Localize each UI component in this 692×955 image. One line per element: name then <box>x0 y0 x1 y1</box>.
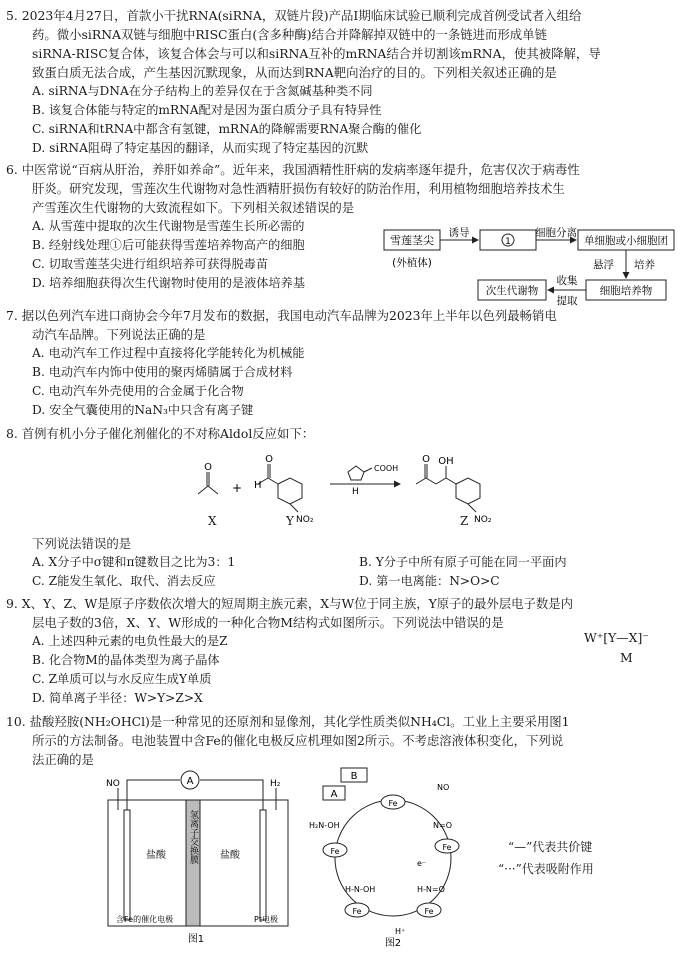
label-y: Y <box>286 514 294 528</box>
q9-stem-line1: 9. X、Y、Z、W是原子序数依次增大的短周期主族元素，X与W位于同主族，Y原子的最外层电子数是内 <box>6 596 574 611</box>
z-nitro: NO₂ <box>474 515 492 525</box>
q9-stem <box>6 594 686 632</box>
h2noh-label: H₂N-OH <box>309 821 340 830</box>
fe-catalyst-electrode <box>124 810 130 920</box>
question-9 <box>6 594 686 708</box>
q7-option-a: A. 电动汽车工作过程中直接将化学能转化为机械能 <box>32 346 305 360</box>
h-plus-label: H⁺ <box>395 927 406 936</box>
q8-options-row1 <box>6 553 686 572</box>
flow-culture-product: 细胞培养物 <box>599 285 653 297</box>
fe-left-label: Fe <box>330 847 340 856</box>
no-inlet-label: NO <box>106 779 120 789</box>
label-x: X <box>208 514 217 528</box>
cycle-ring <box>335 800 451 916</box>
x-oxygen: O <box>204 462 212 473</box>
q7-stem <box>6 306 686 344</box>
question-5 <box>6 6 686 158</box>
q6-stem <box>6 160 686 217</box>
ammeter-label: A <box>186 776 194 787</box>
plus-sign: + <box>232 481 243 495</box>
molecule-y <box>258 464 302 512</box>
fig2-legend-covalent: “—”代表共价键 <box>508 840 593 854</box>
fe-bottom-left-label: Fe <box>352 907 362 916</box>
right-hcl-label: 盐酸 <box>220 850 240 861</box>
electron-label-1: e⁻ <box>417 859 427 868</box>
fe-top-label: Fe <box>388 799 398 808</box>
q5-stem-line3: siRNA-RISC复合体，该复合体会与可以和siRNA互补的mRNA结合并切割该mRNA，使其被降解，导 <box>32 46 601 61</box>
z-hydroxyl: OH <box>438 456 454 467</box>
pt-electrode <box>260 810 266 920</box>
q5-option-a: A. siRNA与DNA在分子结构上的差异仅在于含氮碱基种类不同 <box>32 84 373 98</box>
y-nitro: NO₂ <box>296 515 314 525</box>
q6-stem-line2: 肝炎。研究发现，雪莲次生代谢物对急性酒精肝损伤有较好的防治作用，利用植物细胞培养技术生 <box>32 181 565 196</box>
q8-stem: 8. 首例有机小分子催化剂催化的不对称Aldol反应如下： <box>6 426 315 441</box>
q9-option-b: B. 化合物M的晶体类型为离子晶体 <box>32 653 220 667</box>
question-10 <box>6 712 686 769</box>
q6-stem-line1: 6. 中医常说“百病从肝治，养肝如养命”。近年来，我国酒精性肝病的发病率逐年提升，危害仅次于病毒性 <box>6 162 580 177</box>
membrane-label: 氢离子交换膜 <box>188 810 198 864</box>
q8-option-c: C. Z能发生氧化、取代、消去反应 <box>32 574 216 588</box>
flow-label-culture: 培养 <box>634 259 655 271</box>
molecule-z <box>416 464 480 512</box>
flow-secondary-label: 次生代谢物 <box>485 285 539 297</box>
q9-option-c: C. Z单质可以与水反应生成Y单质 <box>32 672 212 686</box>
q7-stem-line2: 动汽车品牌。下列说法正确的是 <box>32 327 206 342</box>
z-oxygen: O <box>422 454 430 465</box>
hno-label: H-N=O <box>417 885 445 894</box>
q10-stem <box>6 712 686 769</box>
q9-stem-line2: 层电子数的3倍，X、Y、W形成的一种化合物M结构式如图所示。下列说法中错误的是 <box>32 615 504 630</box>
q5-option-b: B. 该复合体能与特定的mRNA配对是因为蛋白质分子具有特异性 <box>32 103 382 117</box>
flow-step1: 1 <box>505 237 511 247</box>
flow-cells-label: 单细胞或小细胞团 <box>584 235 668 247</box>
figure-1-caption: 图1 <box>187 934 205 945</box>
y-hydrogen: H <box>254 480 262 491</box>
fe-electrode-label: 含Fe的催化电极 <box>116 915 174 924</box>
q9-formula-m: W⁺[Y—X]⁻ <box>584 630 649 645</box>
catalyst-cooh: COOH <box>374 464 399 473</box>
q8-option-d: D. 第一电离能：N>O>C <box>359 574 500 588</box>
q8-option-b: B. Y分子中所有原子可能在同一平面内 <box>359 555 567 569</box>
q10-stem-line3: 法正确的是 <box>32 752 94 767</box>
q10-stem-line2: 所示的方法制备。电池装置中含Fe的催化电极反应机理如图2所示。不考虑溶液体积变化，下列说 <box>32 733 564 748</box>
flow-label-suspend: 悬浮 <box>593 259 614 271</box>
fe-bottom-right-label: Fe <box>424 907 434 916</box>
flow-label-collect: 收集 <box>556 275 578 287</box>
box-a-label: A <box>330 789 338 800</box>
figure-2-cycle <box>305 766 485 950</box>
h2-outlet-label: H₂ <box>270 779 281 789</box>
left-hcl-label: 盐酸 <box>146 850 166 861</box>
q5-option-c: C. siRNA和tRNA中都含有氢键，mRNA的降解需要RNA聚合酶的催化 <box>32 122 422 136</box>
figure-1-cell <box>100 770 300 950</box>
q6-option-a: A. 从雪莲中提取的次生代谢物是雪莲生长所必需的 <box>32 219 305 233</box>
q7-option-d: D. 安全气囊使用的NaN₃中只含有离子键 <box>32 403 254 417</box>
catalyst-nh: H <box>352 487 359 497</box>
q8-option-a: A. X分子中σ键和π键数目之比为3：1 <box>32 555 236 569</box>
figure-2-caption: 图2 <box>384 938 402 949</box>
q9-option-a: A. 上述四种元素的电负性最大的是Z <box>32 634 228 648</box>
hnoh-label: H-N-OH <box>345 885 376 894</box>
q5-stem-line2: 药。微小siRNA双链与细胞中RISC蛋白(含多种酶)结合并降解掉双链中的一条链进而形成单链 <box>32 27 547 42</box>
box-b-label: B <box>350 771 358 782</box>
question-8-options <box>6 534 686 591</box>
q7-stem-line1: 7. 据以色列汽车进口商协会今年7月发布的数据，我国电动汽车品牌为2023年上半年以色列最畅销电 <box>6 308 557 323</box>
label-z: Z <box>460 514 469 528</box>
q8-reaction-scheme <box>180 444 520 534</box>
molecule-x <box>198 472 218 494</box>
y-oxygen: O <box>265 454 273 465</box>
wire-left <box>127 780 180 810</box>
pt-electrode-label: Pt电极 <box>254 915 278 924</box>
q5-stem <box>6 6 686 82</box>
q6-option-d: D. 培养细胞获得次生代谢物时使用的是液体培养基 <box>32 276 306 290</box>
q10-stem-line1: 10. 盐酸羟胺(NH₂OHCl)是一种常见的还原剂和显像剂，其化学性质类似NH₄Cl。工业上主要采用图1 <box>6 714 570 729</box>
q9-formula-m-label: M <box>620 650 633 665</box>
fig2-legend-adsorption: “···”代表吸附作用 <box>498 862 594 876</box>
q6-flow-diagram <box>378 226 678 306</box>
q7-option-b: B. 电动汽车内饰中使用的聚丙烯腈属于合成材料 <box>32 365 293 379</box>
nno-right-label: N=O <box>433 821 452 830</box>
q9-option-d: D. 简单离子半径：W>Y>Z>X <box>32 691 203 705</box>
q8-stem2: 下列说法错误的是 <box>32 536 132 551</box>
q6-option-b: B. 经射线处理①后可能获得雪莲培养物高产的细胞 <box>32 238 305 252</box>
question-7 <box>6 306 686 420</box>
question-8 <box>6 424 686 443</box>
flow-label-separate: 细胞分离 <box>535 227 577 239</box>
q5-stem-line4: 致蛋白质无法合成，产生基因沉默现象，从而达到RNA靶向治疗的目的。下列相关叙述正确的是 <box>32 65 557 80</box>
q7-option-c: C. 电动汽车外壳使用的合金属于化合物 <box>32 384 244 398</box>
flow-label-extract: 提取 <box>556 295 578 306</box>
flow-explant-label: 雪莲茎尖 <box>390 234 434 247</box>
q8-options-row2 <box>6 572 686 591</box>
q6-stem-line3: 产雪莲次生代谢物的大致流程如下。下列相关叙述错误的是 <box>32 200 355 215</box>
flow-explant-note: (外植体) <box>392 257 432 269</box>
wire-right <box>200 780 263 810</box>
flow-label-induce: 诱导 <box>448 227 470 239</box>
fe-right-label: Fe <box>442 843 452 852</box>
no-entry-label: NO <box>437 783 450 792</box>
proline-catalyst-icon <box>348 466 372 480</box>
q5-stem-line1: 5. 2023年4月27日，首款小干扰RNA(siRNA，双链片段)产品Ⅰ期临床试验已顺利完成首例受试者入组给 <box>6 8 582 23</box>
q6-option-c: C. 切取雪莲茎尖进行组织培养可获得脱毒苗 <box>32 257 269 271</box>
q5-option-d: D. siRNA阻碍了特定基因的翻译，从而实现了特定基因的沉默 <box>32 141 369 155</box>
